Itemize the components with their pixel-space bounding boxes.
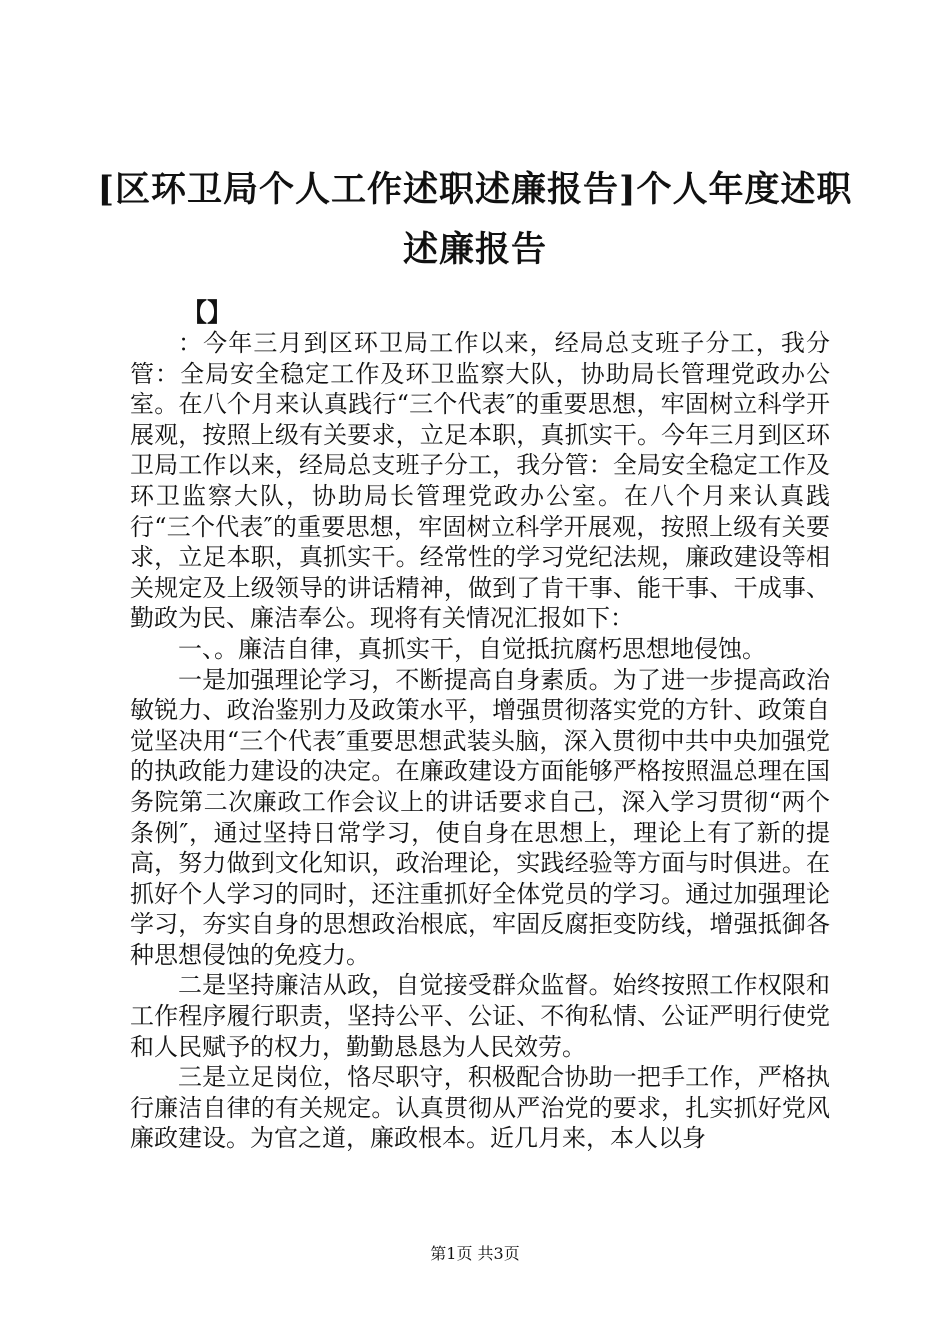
- paragraph-section-heading: 一、。廉洁自律，真抓实干，自觉抵抗腐朽思想地侵蚀。: [178, 634, 766, 663]
- paragraph-point-three: 三是立足岗位，恪尽职守，积极配合协助一把手工作，严格执行廉洁自律的有关规定。认真贯彻从严治党的要求，扎实抓好党风廉政建设。为官之道，廉政根本。近几月来，本人以身: [130, 1063, 830, 1153]
- document-title: [区环卫局个人工作述职述廉报告]个人年度述职述廉报告: [97, 169, 853, 270]
- section-marker: 【】: [182, 298, 233, 327]
- paragraph-point-two: 二是坚持廉洁从政，自觉接受群众监督。始终按照工作权限和工作程序履行职责，坚持公平、公证、不徇私情、公证严明行使党和人民赋予的权力，勤勤恳恳为人民效劳。: [130, 971, 830, 1061]
- paragraph-intro: ：今年三月到区环卫局工作以来，经局总支班子分工，我分管：全局安全稳定工作及环卫监察大队，协助局长管理党政办公室。在八个月来认真践行“三个代表″的重要思想，牢固树立科学开展观，按照上级有关要求，立足本职，真抓实干。今年三月到区环卫局工作以来，经局总支班子分工，我分管：全局安全稳定工作及环卫监察大队，协助局长管理党政办公室。在八个月来认真践行“三个代表″的重要思想，牢固树立科学开展观，按照上级有关要求，立足本职，真抓实干。经常性的学习党纪法规，廉政建设等相关规定及上级领导的讲话精神，做到了肯干事、能干事、干成事、勤政为民、廉洁奉公。现将有关情况汇报如下：: [130, 329, 830, 633]
- paragraph-point-one: 一是加强理论学习，不断提高自身素质。为了进一步提高政治敏锐力、政治鉴别力及政策水平，增强贯彻落实党的方针、政策自觉坚决用“三个代表″重要思想武装头脑，深入贯彻中共中央加强党的执政能力建设的决定。在廉政建设方面能够严格按照温总理在国务院第二次廉政工作会议上的讲话要求自己，深入学习贯彻“两个条例″，通过坚持日常学习，使自身在思想上，理论上有了新的提高，努力做到文化知识，政治理论，实践经验等方面与时俱进。在抓好个人学习的同时，还注重抓好全体党员的学习。通过加强理论学习，夯实自身的思想政治根底，牢固反腐拒变防线，增强抵御各种思想侵蚀的免疫力。: [130, 665, 830, 969]
- document-body: [130, 328, 830, 1154]
- page-footer: 第1页 共3页: [430, 1244, 520, 1263]
